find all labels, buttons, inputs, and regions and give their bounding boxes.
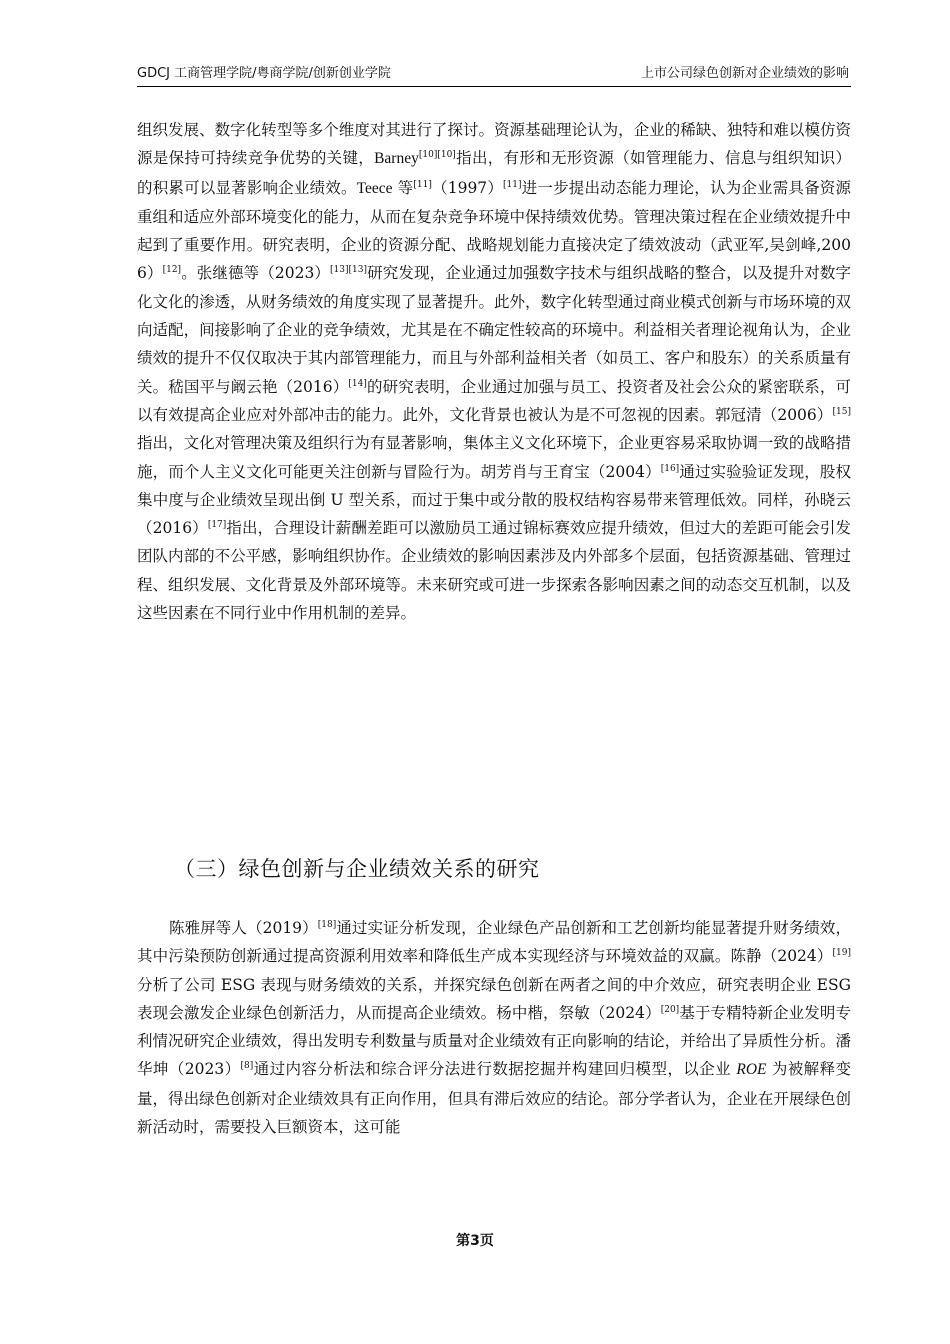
citation-ref: [11] (413, 179, 432, 190)
text-segment: 指出，文化对管理决策及组织行为有显著影响，集体主义文化环境下，企业更容易采取协调一致的战略措施，而个人主义文化可能更关注创新与冒险行为。胡芳肖与王育宝（2004） (137, 434, 851, 481)
text-segment: 研究发现，企业通过加强数字技术与组织战略的整合，以及提升对数字化文化的渗透，从财务绩效的角度实现了显著提升。此外，数字化转型通过商业模式创新与市场环境的双向适配，间接影响了企业的竞争绩效，尤其是在不确定性较高的环境中。利益相关者理论视角认为，企业绩效的提升不仅仅取决于其内部管理能力，而且与外部利益相关者（如员工、客户和股东）的关系质量有关。嵇国平与阚云艳（2016） (137, 264, 851, 396)
body-paragraph-2 (137, 914, 851, 1141)
text-segment: 指出，有形和无形资源（如管理能力、信息与组织知识）的积累可以显著影响企业绩效。 (137, 149, 851, 197)
citation-ref: [15] (832, 406, 851, 417)
page-number: 第3页 (456, 1233, 494, 1249)
variable-roe: ROE (736, 1061, 767, 1079)
text-segment: 分析了公司 ESG 表现与财务绩效的关系，并探究绿色创新在两者之间的中介效应，研究表明企业 ESG 表现会激发企业绿色创新活力，从而提高企业绩效。杨中楷，祭敏（2024） (137, 975, 851, 1022)
text-segment: （1997） (431, 178, 504, 197)
citation-ref: [20] (660, 1004, 680, 1015)
text-segment: 等 (392, 178, 414, 197)
text-segment: 通过实证分析发现，企业绿色产品创新和工艺创新均能显著提升财务绩效，其中污染预防创新通过提高资源利用效率和降低生产成本实现经济与环境效益的双赢。陈静（2024） (137, 919, 851, 966)
text-segment: 基于专精特新企业发明专利情况研究企业绩效，得出发明专利数量与质量对企业绩效有正向影响的结论，并给出了异质性分析。潘华坤（2023） (137, 1003, 851, 1079)
section-heading: （三）绿色创新与企业绩效关系的研究 (174, 857, 540, 881)
author-name: Barney (374, 150, 419, 168)
citation-ref: [13] (330, 265, 349, 276)
citation-ref: [8] (240, 1061, 254, 1072)
text-segment: 陈雅屏等人（2019） (169, 919, 318, 937)
header-institution: GDCJ 工商管理学院/粤商学院/创新创业学院 (137, 66, 391, 81)
header-paper-title: 上市公司绿色创新对企业绩效的影响 (640, 66, 849, 81)
text-segment: 通过实验验证发现，股权集中度与企业绩效呈现出倒 U 型关系，而过于集中或分散的股权结构容易带来管理低效。同样，孙晓云（2016） (137, 462, 851, 538)
citation-ref: [14] (348, 378, 367, 389)
text-segment: 为被解释变量，得出绿色创新对企业绩效具有正向作用，但具有滞后效应的结论。部分学者认为，企业在开展绿色创新活动时，需要投入巨额资本，这可能 (137, 1060, 852, 1137)
text-segment: 指出，合理设计薪酬差距可以激励员工通过锦标赛效应提升绩效，但过大的差距可能会引发团队内部的不公平感，影响组织协作。企业绩效的影响因素涉及内外部多个层面，包括资源基础、管理过程、组织发展、文化背景及外部环境等。未来研究或可进一步探索各影响因素之间的动态交互机制，以及这些因素在不同行业中作用机制的差异。 (137, 519, 851, 623)
citation-ref: [17] (207, 520, 227, 531)
page-header (137, 64, 851, 87)
citation-ref: [10] (418, 150, 438, 161)
citation-ref: [16] (660, 463, 680, 474)
citation-ref: [13] (348, 265, 368, 276)
author-name: Teece (356, 179, 393, 197)
text-segment: 的研究表明，企业通过加强与员工、投资者及社会公众的紧密联系，可以有效提高企业应对外部冲击的能力。此外，文化背景也被认为是不可忽视的因素。郭冠清（2006） (137, 377, 851, 424)
text-segment: 进一步提出动态能力理论，认为企业需具备资源重组和适应外部环境变化的能力，从而在复杂竞争环境中保持绩效优势。管理决策过程在企业绩效提升中起到了重要作用。研究表明，企业的资源分配、战略规划能力直接决定了绩效波动（武亚军,吴剑峰,2006） (137, 178, 851, 283)
citation-ref: [11] (503, 179, 522, 190)
text-segment: 。张继德等（2023） (181, 264, 331, 283)
citation-ref: [10] (437, 150, 456, 161)
body-paragraph-1 (137, 116, 851, 627)
text-segment: 通过内容分析法和综合评分法进行数据挖掘并构建回归模型，以企业 (253, 1060, 737, 1079)
citation-ref: [12] (162, 265, 182, 276)
citation-ref: [18] (317, 920, 337, 930)
citation-ref: [19] (832, 948, 851, 959)
text-segment: 组织发展、数字化转型等多个维度对其进行了探讨。资源基础理论认为，企业的稀缺、独特和难以模仿资源是保持可持续竞争优势的关键， (137, 121, 851, 168)
